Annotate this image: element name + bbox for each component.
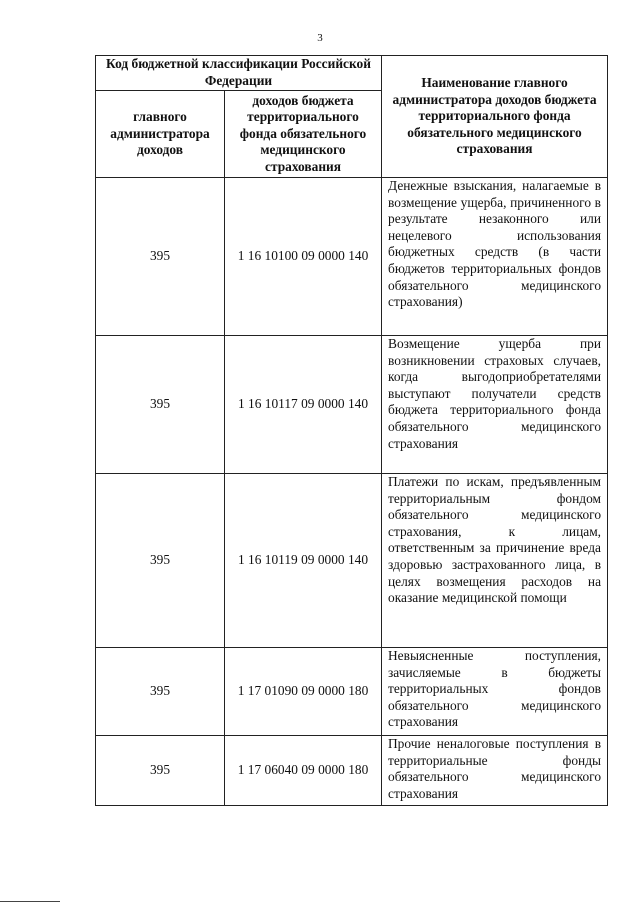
admin-code-cell: 395 xyxy=(96,336,225,474)
table-row xyxy=(96,336,608,474)
admin-code-cell: 395 xyxy=(96,648,225,736)
header-budget-classification-code: Код бюджетной классификации Российской Федерации xyxy=(96,56,382,91)
income-code-cell: 1 16 10117 09 0000 140 xyxy=(225,336,382,474)
income-code-cell: 1 16 10119 09 0000 140 xyxy=(225,474,382,648)
budget-classification-table xyxy=(95,55,608,806)
admin-code-cell: 395 xyxy=(96,474,225,648)
scan-edge-line xyxy=(0,901,60,902)
table-row xyxy=(96,178,608,336)
table-row xyxy=(96,648,608,736)
income-name-cell: Денежные взыскания, налагаемые в возмещение ущерба, причиненного в результате незаконного или нецелевого использования бюджетных средств (в части бюджетов территориальных фондов обязательного медицинского страхования) xyxy=(382,178,608,336)
admin-code-cell: 395 xyxy=(96,178,225,336)
header-administrator-name: Наименование главного администратора доходов бюджета территориального фонда обязательного медицинского страхования xyxy=(382,56,608,178)
income-name-cell: Прочие неналоговые поступления в территориальные фонды обязательного медицинского страхования xyxy=(382,736,608,806)
income-name-cell: Возмещение ущерба при возникновении страховых случаев, когда выгодоприобретателями выступают получатели средств бюджета территориального фонда обязательного медицинского страхования xyxy=(382,336,608,474)
income-name-cell: Платежи по искам, предъявленным территориальным фондом обязательного медицинского страхования, к лицам, ответственным за причинение вреда здоровью застрахованного лица, в целях возмещения расходов на оказание медицинской помощи xyxy=(382,474,608,648)
page-number: 3 xyxy=(317,32,323,44)
table-row xyxy=(96,736,608,806)
table-row xyxy=(96,474,608,648)
admin-code-cell: 395 xyxy=(96,736,225,806)
income-code-cell: 1 16 10100 09 0000 140 xyxy=(225,178,382,336)
income-name-cell: Невыясненные поступления, зачисляемые в бюджеты территориальных фондов обязательного медицинского страхования xyxy=(382,648,608,736)
header-income-code: доходов бюджета территориального фонда обязательного медицинского страхования xyxy=(225,91,382,178)
header-main-administrator: главного администратора доходов xyxy=(96,91,225,178)
income-code-cell: 1 17 01090 09 0000 180 xyxy=(225,648,382,736)
income-code-cell: 1 17 06040 09 0000 180 xyxy=(225,736,382,806)
